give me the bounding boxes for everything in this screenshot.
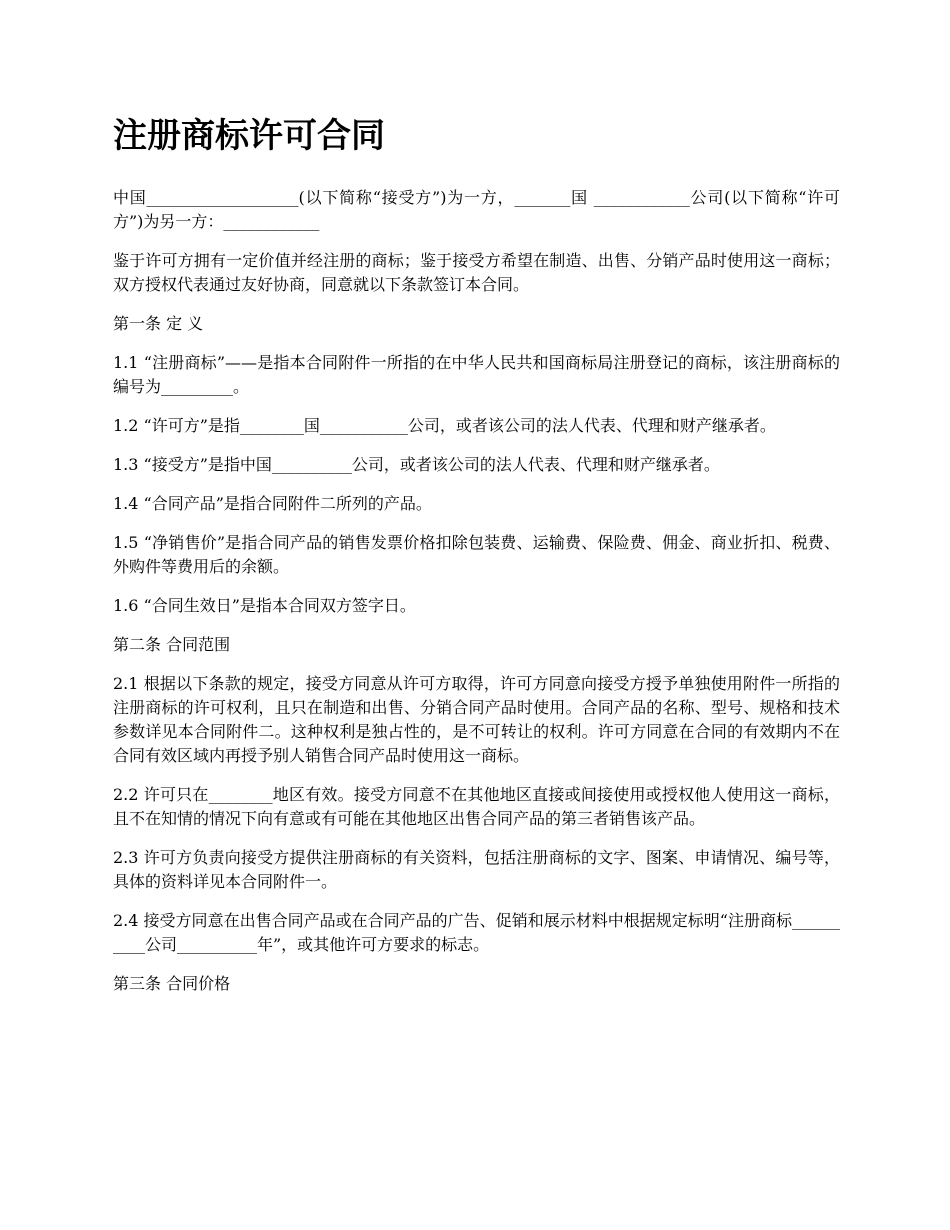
article-1-heading: 第一条 定 义 [113,314,204,333]
clause-2-3: 2.3 许可方负责向接受方提供注册商标的有关资料，包括注册商标的文字、图案、申请情况、编号等，具体的资料详见本合同附件一。 [113,848,840,891]
document-page [113,110,840,1011]
clause-2-2: 2.2 许可只在________地区有效。接受方同意不在其他地区直接或间接使用或授权他人使用这一商标，且不在知情的情况下向有意或有可能在其他地区出售合同产品的第三者销售该产品。 [113,785,840,828]
clause-1-3: 1.3 “接受方”是指中国__________公司，或者该公司的法人代表、代理和财产继承者。 [113,455,720,474]
preamble-recitals: 鉴于许可方拥有一定价值并经注册的商标；鉴于接受方希望在制造、出售、分销产品时使用这一商标；双方授权代表通过友好协商，同意就以下条款签订本合同。 [113,251,840,294]
document-title: 注册商标许可合同 [113,116,385,156]
clause-1-6: 1.6 “合同生效日”是指本合同双方签字日。 [113,596,416,615]
clause-1-5: 1.5 “净销售价”是指合同产品的销售发票价格扣除包装费、运输费、保险费、佣金、商业折扣、税费、外购件等费用后的余额。 [113,533,840,576]
clause-2-1: 2.1 根据以下条款的规定，接受方同意从许可方取得，许可方同意向接受方授予单独使用附件一所指的注册商标的许可权利，且只在制造和出售、分销合同产品时使用。合同产品的名称、型号、规格和技术参数详见本合同附件二。这种权利是独占性的，是不可转让的权利。许可方同意在合同的有效期内不在合同有效区域内再授予别人销售合同产品时使用这一商标。 [113,674,840,765]
preamble-parties: 中国___________________(以下简称“接受方”)为一方，_______国 ____________公司(以下简称“许可方”)为另一方：____________ [113,188,840,231]
article-3-heading: 第三条 合同价格 [113,974,231,993]
clause-2-4: 2.4 接受方同意在出售合同产品或在合同产品的广告、促销和展示材料中根据规定标明“注册商标__________公司__________年”，或其他许可方要求的标志。 [113,911,840,954]
clause-1-1: 1.1 “注册商标”——是指本合同附件一所指的在中华人民共和国商标局注册登记的商标，该注册商标的编号为_________。 [113,353,840,396]
article-2-heading: 第二条 合同范围 [113,635,231,654]
clause-1-2: 1.2 “许可方”是指________国___________公司，或者该公司的法人代表、代理和财产继承者。 [113,416,776,435]
clause-1-4: 1.4 “合同产品”是指合同附件二所列的产品。 [113,494,432,513]
